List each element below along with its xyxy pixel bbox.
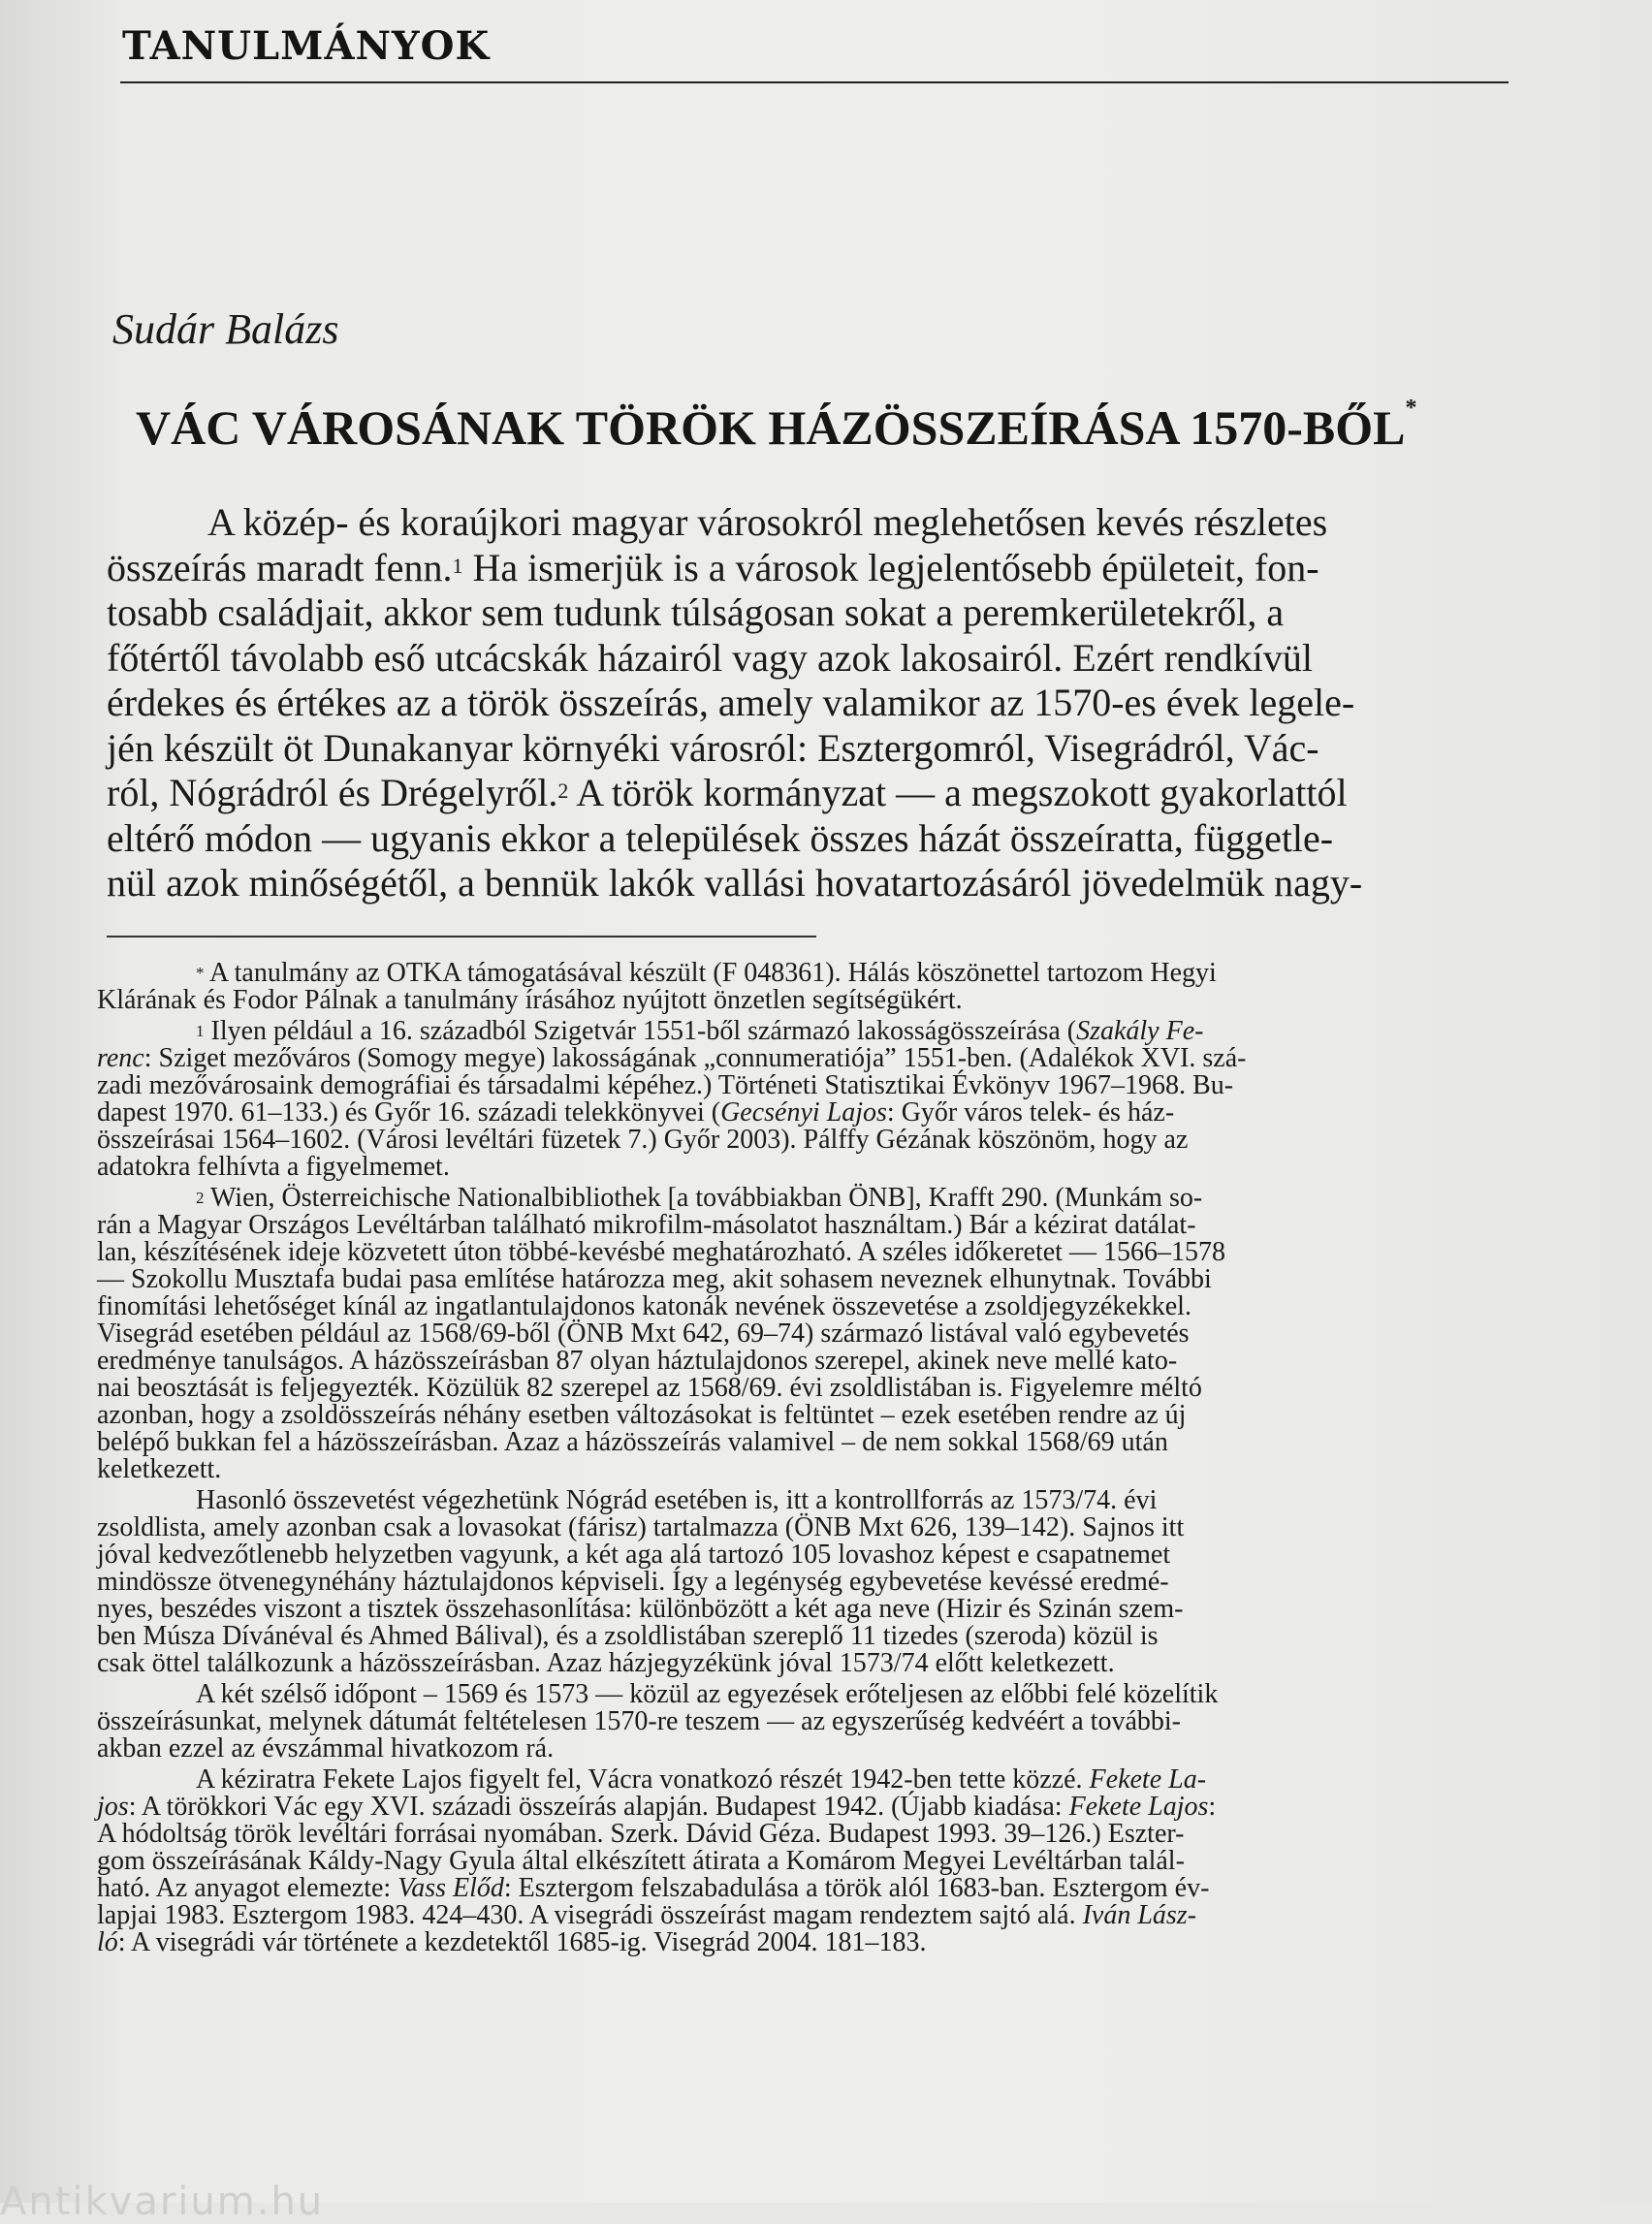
footnotes	[97, 960, 1520, 1960]
footnote-line	[97, 1018, 1520, 1045]
footnote-line: zadi mezővárosaink demográfiai és társadalmi képéhez.) Történeti Statisztikai Évkönyv 1967–1968. Bu-	[97, 1070, 1234, 1100]
author-ref: Fekete Lajos	[1068, 1792, 1209, 1822]
author-ref: Fekete La-	[1089, 1764, 1207, 1795]
article-title	[136, 396, 1532, 456]
footnote-line: A hódoltság török levéltári forrásai nyomában. Szerk. Dávid Géza. Budapest 1993. 39–126.) Eszter-	[97, 1819, 1185, 1849]
footnote-line: eredménye tanulságos. A házösszeírásban 87 olyan háztulajdonos szerepel, akinek neve mellé kato-	[97, 1346, 1178, 1376]
body-text-segment: összeírás maradt fenn.	[107, 545, 453, 589]
footnote-line: — Szokollu Musztafa budai pasa említése határozza meg, akit sohasem neveznek elhunytnak. További	[97, 1264, 1212, 1294]
body-line: nül azok minőségétől, a bennük lakók vallási hovatartozásáról jövedelmük nagy-	[107, 861, 1363, 905]
footnote-mark: 1	[196, 1022, 205, 1040]
footnote-text: lapjai 1983. Esztergom 1983. 424–430. A visegrádi összeírást magam rendeztem sajtó alá.	[97, 1900, 1083, 1930]
body-text-segment: ról, Nógrádról és Drégelyről.	[107, 771, 558, 814]
footnote-line: jóval kedvezőtlenebb helyzetben vagyunk, a két aga alá tartozó 105 lovashoz képest e csapatnemet	[97, 1540, 1171, 1570]
footnote-line: csak öttel találkozunk a házösszeírásban. Azaz házjegyzékünk jóval 1573/74 előtt keletkezett.	[97, 1648, 1115, 1678]
body-line: főtértől távolabb eső utcácskák házairól vagy azok lakosairól. Ezért rendkívül	[107, 635, 1313, 680]
footnote-2-paragraph-nograd	[97, 1487, 1520, 1677]
author-name: Sudár Balázs	[112, 305, 339, 353]
footnote-line	[97, 1185, 1520, 1212]
footnote-line: ben Músza Dívánéval és Ahmed Bálival), és a zsoldlistában szereplő 11 tizedes (szeroda) közül is	[97, 1621, 1159, 1651]
footnote-line: Visegrád esetében például az 1568/69-ből (ÖNB Mxt 642, 69–74) származó listával való egybevetés	[97, 1319, 1190, 1349]
footnote-text: ható. Az anyagot elemezte:	[97, 1873, 398, 1903]
footnote-text: Ilyen például a 16. századból Szigetvár 1551-ből származó lakosságösszeírása (	[204, 1016, 1077, 1046]
footnote-line: rán a Magyar Országos Levéltárban található mikrofilm-másolatot használtam.) Bár a kézirat datálat-	[97, 1210, 1196, 1240]
footnote-text: dapest 1970. 61–133.) és Győr 16. századi telekkönyvei (	[97, 1097, 721, 1128]
footnote-line: gom összeírásának Káldy-Nagy Gyula által elkészített átirata a Komárom Megyei Levéltárban talál-	[97, 1846, 1185, 1876]
header-rule	[120, 81, 1509, 83]
footnote-ref-1: 1	[452, 553, 463, 578]
title-footnote-mark: *	[1405, 396, 1417, 421]
author-ref: Szakály Fe-	[1076, 1016, 1204, 1046]
footnote-text: : Sziget mezőváros (Somogy megye) lakosságának „connumeratiója” 1551-ben. (Adalékok XVI. szá-	[143, 1043, 1247, 1073]
author-ref: Vass Előd	[397, 1873, 504, 1903]
footnote-line: nai beosztását is feljegyezték. Közülük 82 szerepel az 1568/69. évi zsoldlistában is. Figyelemre méltó	[97, 1373, 1202, 1403]
author-ref: ló	[97, 1927, 118, 1957]
body-line	[107, 546, 1520, 591]
footnote-line: összeírásai 1564–1602. (Városi levéltári füzetek 7.) Győr 2003). Pálffy Gézának köszönöm, hogy az	[97, 1125, 1189, 1155]
footnote-line: mindössze ötvenegynéhány háztulajdonos képviseli. Így a legénység egybevetése kevéssé eredmé-	[97, 1567, 1169, 1597]
footnote-mark: *	[196, 964, 205, 982]
footnote-line	[97, 1875, 1520, 1902]
footnote-text: A tanulmány az OTKA támogatásával készült (F 048361). Hálás köszönettel tartozom Hegyi	[204, 958, 1217, 988]
footnote-line: összeírásunkat, melynek dátumát feltételesen 1570-re teszem — az egyszerűség kedvéért a további-	[97, 1706, 1181, 1736]
footnote-2-paragraph-dating	[97, 1681, 1520, 1763]
footnote-line: azonban, hogy a zsoldösszeírás néhány esetben változásokat is feltüntet – ezek esetében rendre az új	[97, 1400, 1187, 1430]
author-ref: Gecsényi Lajos	[720, 1097, 887, 1128]
footnote-line: akban ezzel az évszámmal hivatkozom rá.	[97, 1733, 555, 1763]
footnote-text: : A törökkori Vác egy XVI. századi összeírás alapján. Budapest 1942. (Újabb kiadása:	[128, 1792, 1069, 1822]
footnote-line: nyes, beszédes viszont a tisztek összehasonlítása: különbözött a két aga neve (Hizir és Szinán szem-	[97, 1594, 1184, 1624]
footnote-rule	[107, 936, 816, 937]
footnote-line: Klárának és Fodor Pálnak a tanulmány írásához nyújtott önzetlen segítségükért.	[97, 985, 963, 1015]
footnote-line	[97, 1902, 1520, 1929]
footnote-line: adatokra felhívta a figyelmemet.	[97, 1152, 450, 1182]
title-text: VÁC VÁROSÁNAK TÖRÖK HÁZÖSSZEÍRÁSA 1570-BŐL	[136, 400, 1406, 455]
footnote-line	[97, 1045, 1520, 1072]
author-ref: renc	[97, 1043, 144, 1073]
section-header: TANULMÁNYOK	[122, 23, 491, 69]
footnote-line: keletkezett.	[97, 1454, 222, 1484]
body-line: eltérő módon — ugyanis ekkor a települések összes házát összeíratta, függetle-	[107, 815, 1334, 860]
footnote-1	[97, 1018, 1520, 1181]
footnote-line	[97, 960, 1520, 987]
body-text-segment: A török kormányzat — a megszokott gyakorlattól	[568, 771, 1348, 814]
footnote-star	[97, 960, 1520, 1014]
footnote-line: lan, készítésének ideje közvetett úton többé-kevésbé meghatározható. A széles időkeretet — 1566–1578	[97, 1237, 1225, 1267]
footnote-ref-2: 2	[557, 778, 569, 803]
body-line: A közép- és koraújkori magyar városokról meglehetősen kevés részletes	[207, 500, 1328, 544]
footnote-line: Hasonló összevetést végezhetünk Nógrád esetében is, itt a kontrollforrás az 1573/74. évi	[196, 1485, 1158, 1515]
footnote-line: finomítási lehetőséget kínál az ingatlantulajdonos katonák nevének összevetése a zsoldjegyzékekkel.	[97, 1291, 1191, 1321]
footnote-text: Wien, Österreichische Nationalbibliothek [a továbbiakban ÖNB], Krafft 290. (Munkám so-	[204, 1183, 1203, 1213]
footnote-2-paragraph-manuscript	[97, 1766, 1520, 1956]
footnote-text: A kéziratra Fekete Lajos figyelt fel, Vácra vonatkozó részét 1942-ben tette közzé.	[196, 1764, 1090, 1795]
footnote-line	[97, 1794, 1520, 1821]
body-line: jén készült öt Dunakanyar környéki városról: Esztergomról, Visegrádról, Vác-	[107, 725, 1319, 770]
body-line	[107, 771, 1520, 816]
author-ref: Iván Lász-	[1082, 1900, 1197, 1930]
footnote-line	[97, 1766, 1520, 1794]
footnote-2	[97, 1185, 1520, 1483]
body-paragraph	[107, 500, 1520, 906]
author-ref: jos	[97, 1792, 129, 1822]
footnote-mark: 2	[196, 1189, 205, 1207]
body-text-segment: Ha ismerjük is a városok legjelentősebb épületeit, fon-	[462, 545, 1319, 589]
footnote-line	[97, 1929, 1520, 1956]
footnote-text: : Esztergom felszabadulása a török alól 1683-ban. Esztergom év-	[503, 1873, 1210, 1903]
body-line: érdekes és értékes az a török összeírás, amely valamikor az 1570-es évek legele-	[107, 681, 1355, 724]
footnote-line: A két szélső időpont – 1569 és 1573 — közül az egyezések erőteljesen az előbbi felé közelítik	[196, 1679, 1219, 1709]
watermark: Antikvarium.hu	[0, 2179, 325, 2224]
footnote-line: zsoldlista, amely azonban csak a lovasokat (fárisz) tartalmazza (ÖNB Mxt 626, 139–142). Sajnos itt	[97, 1512, 1185, 1542]
footnote-line: belépő bukkan fel a házösszeírásban. Azaz a házösszeírás valamivel – de nem sokkal 1568/69 után	[97, 1427, 1168, 1457]
footnote-text: : Győr város telek- és ház-	[886, 1097, 1175, 1128]
body-line: tosabb családjait, akkor sem tudunk túlságosan sokat a peremkerületekről, a	[107, 590, 1285, 634]
footnote-line	[97, 1099, 1520, 1127]
footnote-text: :	[1208, 1792, 1217, 1822]
footnote-text: : A visegrádi vár története a kezdetektől 1685-ig. Visegrád 2004. 181–183.	[117, 1927, 927, 1957]
